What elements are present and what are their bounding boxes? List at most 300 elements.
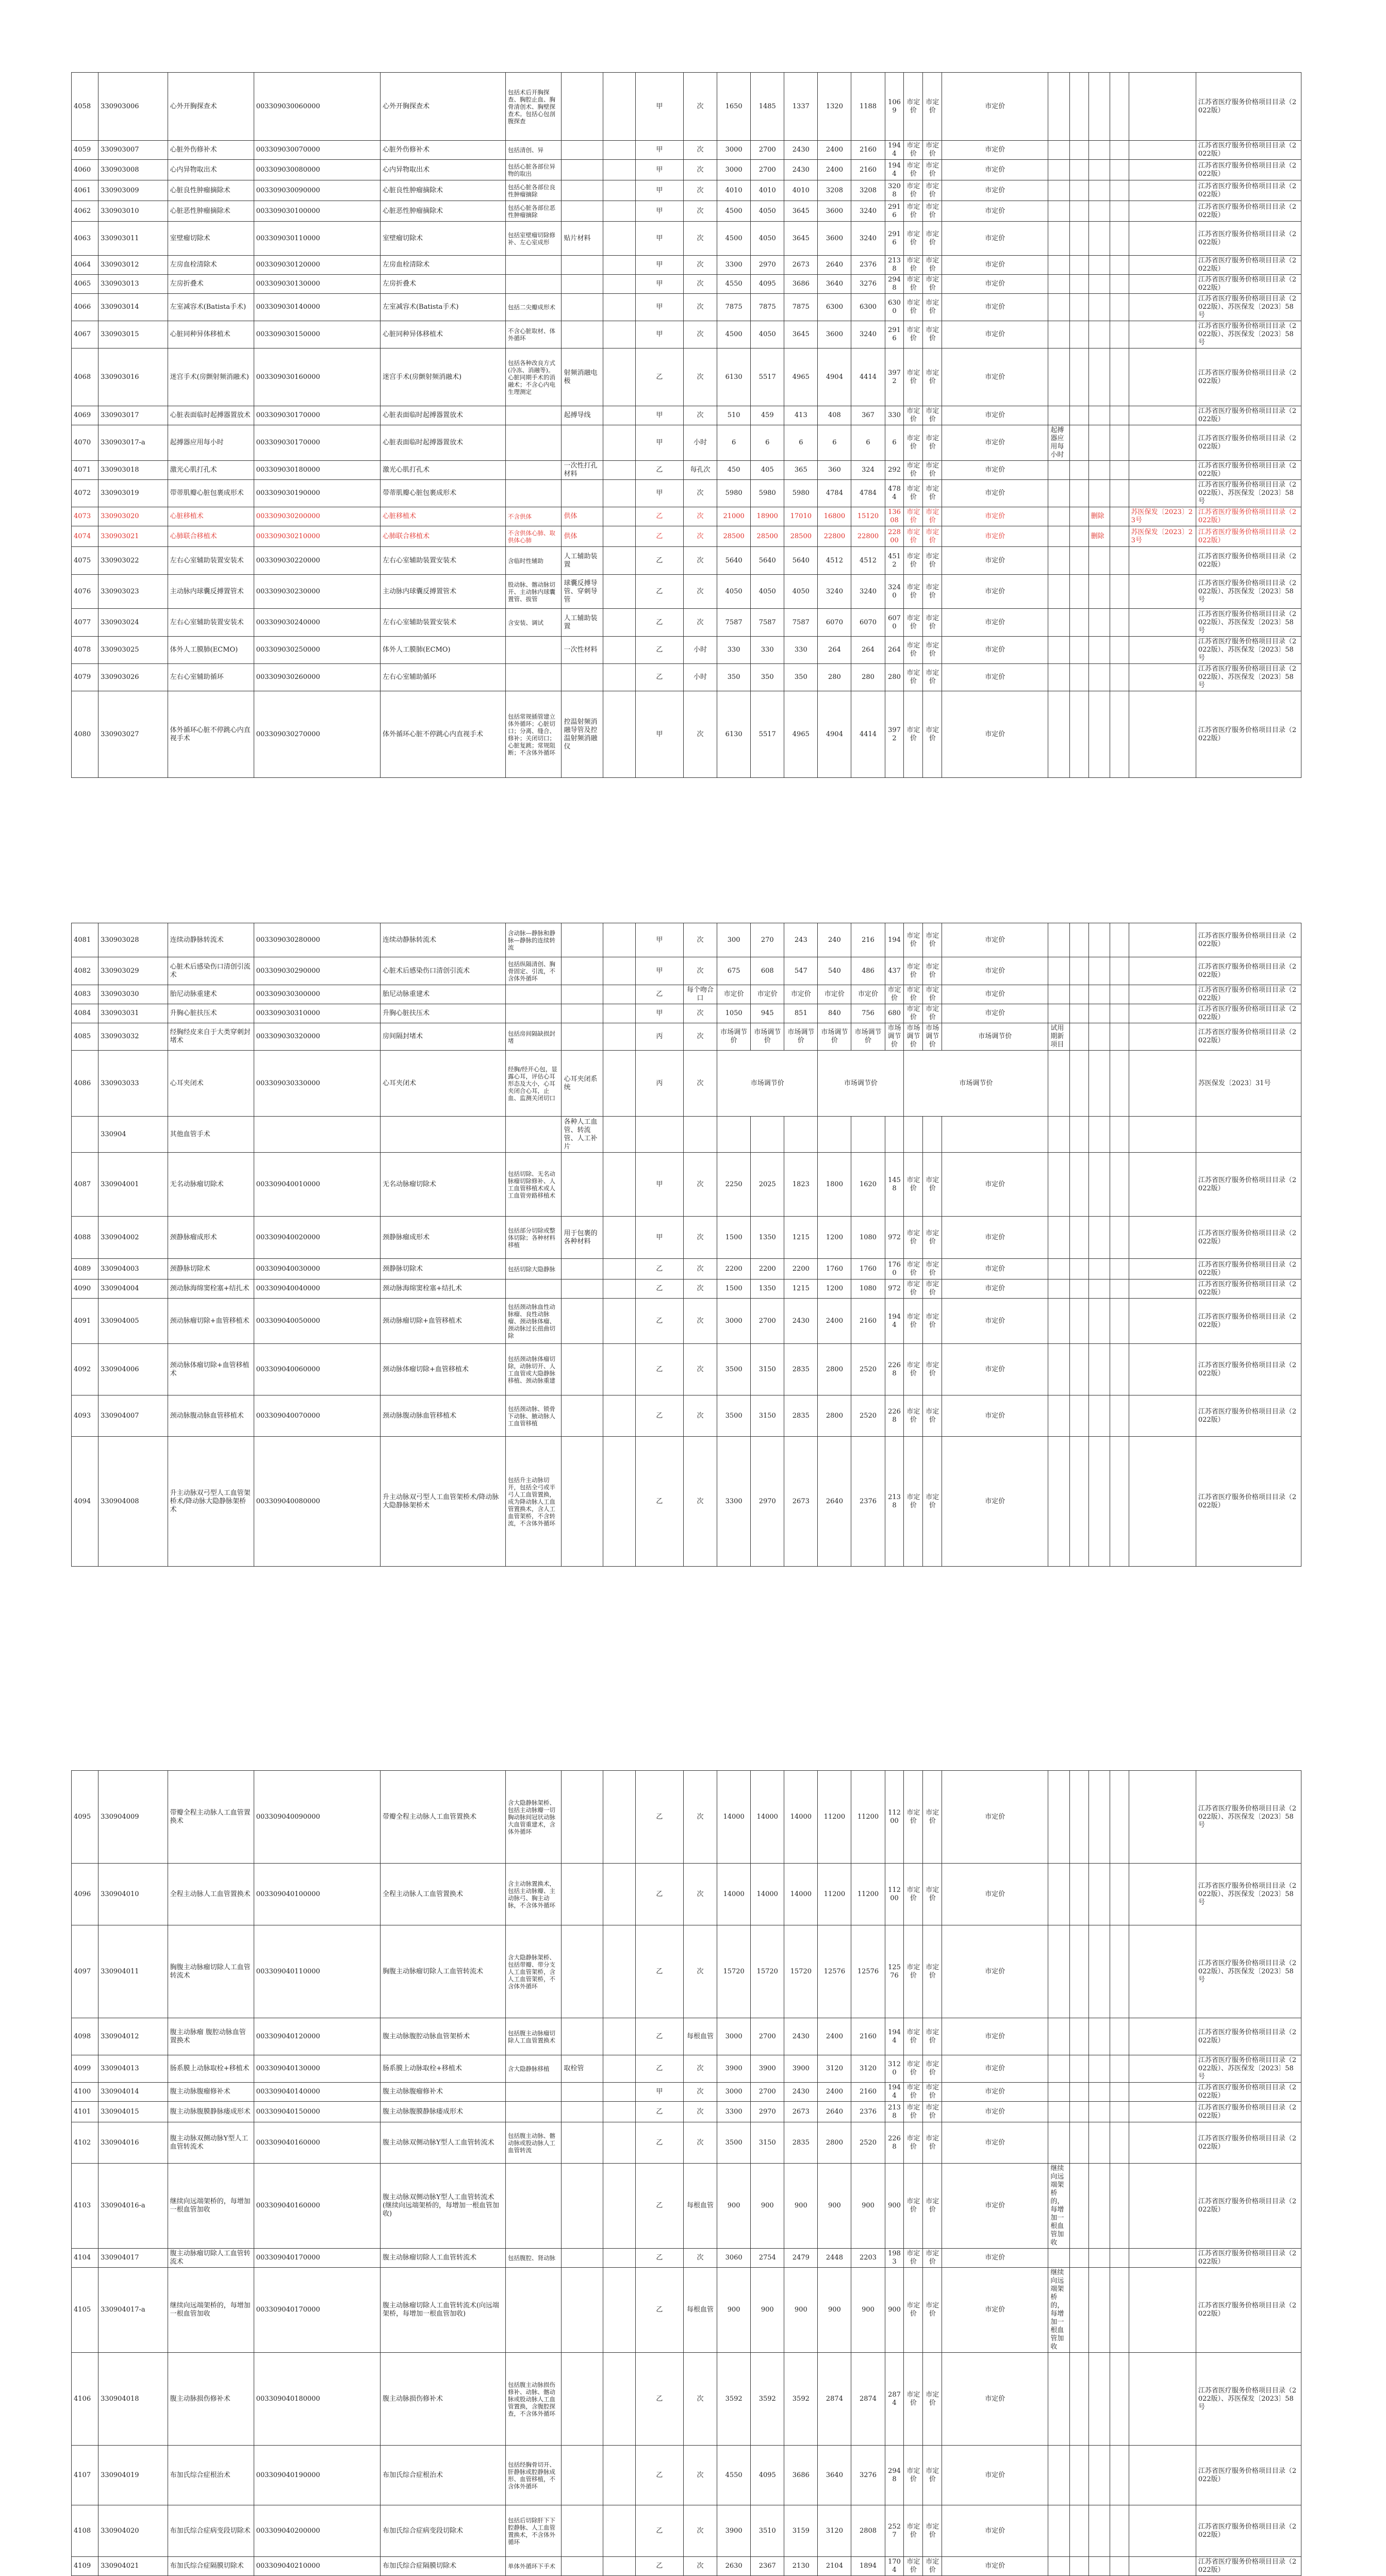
cell-n2: 市定价 [923, 1864, 942, 1925]
cell-cat: 甲 [635, 294, 683, 321]
cell-src: 江苏省医疗服务价格项目目录（2022版） [1196, 201, 1301, 222]
cell-p3: 3900 [784, 2055, 818, 2083]
cell-cat: 甲 [635, 73, 683, 141]
cell-code: 330904015 [98, 2102, 168, 2122]
cell-seq: 4108 [72, 2505, 98, 2557]
cell-r4 [1129, 180, 1196, 201]
cell-p5: 3240 [851, 575, 885, 609]
cell-ex [562, 1344, 603, 1395]
cell-fc: 003309040170000 [254, 2268, 380, 2353]
cell-desc [505, 2268, 562, 2353]
cell-unit: 次 [684, 691, 717, 778]
cell-p6: 1704 [885, 2557, 904, 2576]
cell-cat: 乙 [635, 2164, 683, 2249]
cell-code: 330903008 [98, 160, 168, 180]
cell-ex [562, 1437, 603, 1567]
cell-p1: 4550 [717, 275, 751, 294]
cell-n1: 市定价 [904, 2353, 923, 2446]
cell-p2: 4050 [751, 321, 784, 348]
table-row [72, 1344, 1301, 1395]
cell-desc-text: 包括部分切除或整体切除；各种材料移植 [507, 1226, 555, 1249]
cell-p6: 市场调节价 [885, 1023, 904, 1051]
cell-cat: 甲 [635, 256, 683, 275]
cell-src: 江苏省医疗服务价格项目目录（2022版）、苏医保发〔2023〕58号 [1196, 1925, 1301, 2018]
table-row [72, 1117, 1301, 1153]
cell-code: 330903031 [98, 1004, 168, 1023]
cell-p4: 1760 [818, 1259, 851, 1279]
cell-fname: 心内异物取出术 [380, 160, 505, 180]
cell-p5: 3240 [851, 201, 885, 222]
cell-desc-text: 不含供体 [507, 513, 532, 520]
cell-src: 江苏省医疗服务价格项目目录（2022版） [1196, 222, 1301, 256]
cell-n3: 市定价 [942, 664, 1048, 691]
cell-ex [562, 256, 603, 275]
cell-r1 [1069, 1437, 1088, 1567]
cell-p6: 264 [885, 637, 904, 664]
cell-fname: 颈静脉瘤成形术 [380, 1217, 505, 1259]
cell-p5: 15120 [851, 507, 885, 526]
cell-p3: 350 [784, 664, 818, 691]
cell-ex [562, 2505, 603, 2557]
cell-p1: 4500 [717, 222, 751, 256]
cell-fname: 激光心肌打孔术 [380, 461, 505, 480]
cell-p5: 756 [851, 1004, 885, 1023]
cell-n1: 市定价 [904, 2268, 923, 2353]
cell-p1: 3000 [717, 1299, 751, 1344]
cell-fname: 左右心室辅助装置安装术 [380, 547, 505, 575]
cell-r1 [1069, 507, 1088, 526]
cell-p3: 5980 [784, 480, 818, 507]
cell-r4 [1129, 2055, 1196, 2083]
cell-note [1048, 461, 1069, 480]
cell-desc-text: 包括术后开胸探查、胸腔止血、胸骨清创术、胸壁探查术。包括心包剖腹探查 [507, 88, 555, 125]
cell-p6: 1944 [885, 1299, 904, 1344]
cell-cat: 甲 [635, 321, 683, 348]
cell-p2: 945 [751, 1004, 784, 1023]
cell-seq: 4080 [72, 691, 98, 778]
cell-fc: 003309030190000 [254, 480, 380, 507]
cell-r4 [1129, 664, 1196, 691]
cell-n3: 市定价 [942, 406, 1048, 425]
cell-p6: 2916 [885, 222, 904, 256]
cell-r1 [1069, 985, 1088, 1004]
cell-desc [505, 73, 562, 141]
cell-r3 [1110, 957, 1129, 985]
table-row [72, 2164, 1301, 2249]
cell-p2: 15720 [751, 1925, 784, 2018]
cell-unit: 次 [684, 2446, 717, 2505]
cell-p3: 4050 [784, 575, 818, 609]
cell-fname: 布加氏综合症隔膜切除术 [380, 2557, 505, 2576]
cell-p6: 900 [885, 2268, 904, 2353]
cell-n1: 市定价 [904, 406, 923, 425]
table-row [72, 2353, 1301, 2446]
cell-unit: 次 [684, 575, 717, 609]
cell-cat: 乙 [635, 1771, 683, 1864]
cell-unit: 每根血管 [684, 2164, 717, 2249]
cell-n1: 市定价 [904, 180, 923, 201]
table-row [72, 2446, 1301, 2505]
cell-desc [505, 1279, 562, 1299]
cell-p3: 3686 [784, 2446, 818, 2505]
cell-desc [505, 2446, 562, 2505]
cell-p3: 2200 [784, 1259, 818, 1279]
cell-r4 [1129, 1217, 1196, 1259]
cell-p4: 360 [818, 461, 851, 480]
cell-blank [603, 2018, 635, 2055]
cell-code: 330904011 [98, 1925, 168, 2018]
cell-note [1048, 2446, 1069, 2505]
cell-code: 330904016 [98, 2122, 168, 2164]
cell-p4: 16800 [818, 507, 851, 526]
cell-code: 330904001 [98, 1153, 168, 1217]
cell-seq: 4077 [72, 609, 98, 637]
cell-seq: 4089 [72, 1259, 98, 1279]
cell-seq: 4081 [72, 923, 98, 957]
cell-p6: 437 [885, 957, 904, 985]
cell-n3: 市定价 [942, 348, 1048, 406]
cell-p6: 3240 [885, 575, 904, 609]
cell-n3: 市定价 [942, 141, 1048, 160]
cell-seq: 4105 [72, 2268, 98, 2353]
cell-p3: 1215 [784, 1217, 818, 1259]
cell-ex: 起搏导线 [562, 406, 603, 425]
cell-r4 [1129, 2018, 1196, 2055]
cell-n3: 市定价 [942, 957, 1048, 985]
cell-note [1048, 480, 1069, 507]
cell-name: 升主动脉双弓型人工血管架桥术/降动脉大隐静脉架桥术 [168, 1437, 254, 1567]
cell-note [1048, 1051, 1069, 1117]
cell-seq: 4073 [72, 507, 98, 526]
cell-p4: 2104 [818, 2557, 851, 2576]
cell-p2: 2700 [751, 2018, 784, 2055]
cell-fc: 003309040140000 [254, 2083, 380, 2102]
cell-src: 江苏省医疗服务价格项目目录（2022版） [1196, 2249, 1301, 2268]
cell-unit: 次 [684, 2122, 717, 2164]
cell-p5: 1188 [851, 73, 885, 141]
cell-r2: 删除 [1088, 526, 1110, 547]
cell-seq: 4086 [72, 1051, 98, 1117]
cell-note [1048, 1217, 1069, 1259]
cell-p6: 4512 [885, 547, 904, 575]
cell-fc: 003309040060000 [254, 1344, 380, 1395]
cell-p2: 3150 [751, 1344, 784, 1395]
cell-n2: 市定价 [923, 1437, 942, 1567]
table-row [72, 160, 1301, 180]
cell-desc-text: 包括腹腔、肾动脉 [507, 2254, 555, 2262]
cell-fname: 腹主动脉损伤修补术 [380, 2353, 505, 2446]
cell-desc [505, 461, 562, 480]
cell-note [1048, 348, 1069, 406]
cell-blank [603, 1771, 635, 1864]
cell-p4: 1800 [818, 1153, 851, 1217]
cell-fc: 003309040120000 [254, 2018, 380, 2055]
cell-unit: 次 [684, 256, 717, 275]
cell-seq: 4075 [72, 547, 98, 575]
cell-p6: 2138 [885, 1437, 904, 1567]
cell-fname: 颈动脉瘤切除+血管移植术 [380, 1299, 505, 1344]
cell-ex: 供体 [562, 526, 603, 547]
table-row [72, 222, 1301, 256]
cell-name: 布加氏综合症根治术 [168, 2446, 254, 2505]
cell-code: 330903015 [98, 321, 168, 348]
cell-n2: 市定价 [923, 2164, 942, 2249]
cell-r3 [1110, 547, 1129, 575]
cell-unit: 次 [684, 2557, 717, 2576]
cell-desc [505, 180, 562, 201]
cell-fname: 心脏术后感染伤口清创引流术 [380, 957, 505, 985]
cell-n1: 市定价 [904, 2102, 923, 2122]
table-row [72, 526, 1301, 547]
cell-p5: 4414 [851, 348, 885, 406]
cell-p2: 2970 [751, 256, 784, 275]
cell-p2 [751, 1117, 784, 1153]
cell-r4 [1129, 1395, 1196, 1437]
cell-p5: 264 [851, 637, 885, 664]
cell-p1: 900 [717, 2164, 751, 2249]
cell-n2: 市定价 [923, 1153, 942, 1217]
cell-p4: 2640 [818, 2102, 851, 2122]
cell-r4 [1129, 1117, 1196, 1153]
cell-desc [505, 575, 562, 609]
cell-n1: 市场调节价 [904, 1023, 923, 1051]
cell-p5: 280 [851, 664, 885, 691]
cell-desc-text: 包括颈动脉血性动脉瘤、良性动脉瘤、颈动脉体瘤、颈动脉过长扭曲切除 [507, 1303, 555, 1339]
cell-code: 330903033 [98, 1051, 168, 1117]
cell-r3 [1110, 1395, 1129, 1437]
cell-src: 江苏省医疗服务价格项目目录（2022版） [1196, 507, 1301, 526]
cell-p5: 367 [851, 406, 885, 425]
table-row [72, 609, 1301, 637]
cell-p4: 840 [818, 1004, 851, 1023]
cell-src: 江苏省医疗服务价格项目目录（2022版）、苏医保发〔2023〕58号 [1196, 2353, 1301, 2446]
cell-p6: 2138 [885, 2102, 904, 2122]
cell-r1 [1069, 160, 1088, 180]
cell-r3 [1110, 2557, 1129, 2576]
cell-p1: 1050 [717, 1004, 751, 1023]
cell-note [1048, 2055, 1069, 2083]
cell-name: 左右心室辅助装置安装术 [168, 547, 254, 575]
cell-p6: 1458 [885, 1153, 904, 1217]
cell-code: 330903006 [98, 73, 168, 141]
cell-n1: 市定价 [904, 321, 923, 348]
cell-cat: 甲 [635, 1217, 683, 1259]
cell-ex [562, 1004, 603, 1023]
cell-name: 布加氏综合症隔膜切除术 [168, 2557, 254, 2576]
cell-n3: 市定价 [942, 2122, 1048, 2164]
cell-desc [505, 1023, 562, 1051]
cell-r2 [1088, 1344, 1110, 1395]
cell-p3: 547 [784, 957, 818, 985]
cell-r2 [1088, 425, 1110, 461]
cell-n1: 市定价 [904, 141, 923, 160]
cell-n3: 市定价 [942, 2446, 1048, 2505]
cell-n1: 市定价 [904, 160, 923, 180]
cell-seq: 4104 [72, 2249, 98, 2268]
cell-name: 心耳夹闭术 [168, 1051, 254, 1117]
cell-note [1048, 73, 1069, 141]
cell-p1: 3000 [717, 141, 751, 160]
cell-desc [505, 664, 562, 691]
cell-code: 330904018 [98, 2353, 168, 2446]
cell-n1: 市定价 [904, 1925, 923, 2018]
cell-r1 [1069, 526, 1088, 547]
cell-desc [505, 2083, 562, 2102]
cell-n1: 市定价 [904, 201, 923, 222]
cell-code: 330904014 [98, 2083, 168, 2102]
cell-desc [505, 2122, 562, 2164]
cell-n2: 市定价 [923, 2055, 942, 2083]
cell-src: 江苏省医疗服务价格项目目录（2022版）、苏医保发〔2023〕58号 [1196, 321, 1301, 348]
cell-seq: 4093 [72, 1395, 98, 1437]
cell-n3: 市定价 [942, 222, 1048, 256]
cell-blank [603, 2505, 635, 2557]
cell-fname: 胸腹主动脉瘤切除人工血管转流术 [380, 1925, 505, 2018]
cell-blank [603, 180, 635, 201]
cell-desc [505, 1395, 562, 1437]
cell-n2: 市定价 [923, 141, 942, 160]
cell-desc-text: 包括心脏各部位恶性肿瘤摘除 [507, 204, 555, 219]
cell-code: 330904 [98, 1117, 168, 1153]
cell-ex: 取栓管 [562, 2055, 603, 2083]
cell-fc: 003309030120000 [254, 256, 380, 275]
cell-fc: 003309040040000 [254, 1279, 380, 1299]
cell-note [1048, 691, 1069, 778]
cell-r3 [1110, 1344, 1129, 1395]
cell-seq: 4103 [72, 2164, 98, 2249]
cell-r2 [1088, 2353, 1110, 2446]
cell-r2 [1088, 2164, 1110, 2249]
cell-n1: 市定价 [904, 2505, 923, 2557]
cell-code: 330904005 [98, 1299, 168, 1344]
cell-n2: 市定价 [923, 2446, 942, 2505]
cell-r2 [1088, 2446, 1110, 2505]
cell-p4: 3600 [818, 321, 851, 348]
table-row [72, 1217, 1301, 1259]
cell-src: 江苏省医疗服务价格项目目录（2022版） [1196, 2083, 1301, 2102]
cell-p2: 5517 [751, 348, 784, 406]
cell-n2: 市定价 [923, 180, 942, 201]
cell-cat: 甲 [635, 222, 683, 256]
cell-p6: 11200 [885, 1864, 904, 1925]
cell-p4: 2800 [818, 1344, 851, 1395]
cell-p5: 4512 [851, 547, 885, 575]
cell-cat: 乙 [635, 575, 683, 609]
cell-cat: 乙 [635, 637, 683, 664]
cell-p2: 3150 [751, 2122, 784, 2164]
cell-n1: 市定价 [904, 2249, 923, 2268]
cell-r3 [1110, 923, 1129, 957]
cell-note [1048, 923, 1069, 957]
cell-desc-text: 股动脉、髂动脉切开、主动脉内球囊置管、拔管 [507, 580, 555, 603]
cell-cat: 乙 [635, 547, 683, 575]
cell-desc [505, 1344, 562, 1395]
cell-p2: 7587 [751, 609, 784, 637]
cell-fc: 003309030310000 [254, 1004, 380, 1023]
cell-p1: 1500 [717, 1279, 751, 1299]
cell-desc-text: 经胸/经开心包，显露心耳，评估心耳形态及大小，心耳夹闭合心耳，止血、监测关闭切口 [507, 1065, 557, 1102]
cell-cat: 乙 [635, 2353, 683, 2446]
cell-blank [603, 275, 635, 294]
cell-desc [505, 2018, 562, 2055]
cell-p3: 330 [784, 637, 818, 664]
cell-r1 [1069, 691, 1088, 778]
cell-n2: 市定价 [923, 1279, 942, 1299]
cell-note: 继续向远端架桥的，每增加一根血管加收 [1048, 2164, 1069, 2249]
table-row [72, 1395, 1301, 1437]
cell-src: 江苏省医疗服务价格项目目录（2022版） [1196, 957, 1301, 985]
cell-p4: 2400 [818, 2018, 851, 2055]
cell-src: 江苏省医疗服务价格项目目录（2022版）、苏医保发〔2023〕58号 [1196, 1771, 1301, 1864]
cell-n3: 市定价 [942, 526, 1048, 547]
cell-p2: 2367 [751, 2557, 784, 2576]
cell-name: 心脏恶性肿瘤摘除术 [168, 201, 254, 222]
cell-fc: 003309030100000 [254, 201, 380, 222]
cell-r2 [1088, 256, 1110, 275]
cell-p5: 486 [851, 957, 885, 985]
cell-name: 腹主动脉瘤切除人工血管转流术 [168, 2249, 254, 2268]
table-row [72, 664, 1301, 691]
cell-blank [603, 1004, 635, 1023]
table-row [72, 547, 1301, 575]
cell-desc [505, 141, 562, 160]
cell-r3 [1110, 348, 1129, 406]
cell-note [1048, 1004, 1069, 1023]
cell-p3: 2835 [784, 2122, 818, 2164]
cell-r4 [1129, 425, 1196, 461]
cell-n2: 市定价 [923, 2505, 942, 2557]
cell-fname: 左室减容术(Batista手术) [380, 294, 505, 321]
cell-p1: 510 [717, 406, 751, 425]
cell-r2 [1088, 691, 1110, 778]
cell-note: 试用期新项目 [1048, 1023, 1069, 1051]
cell-n2: 市定价 [923, 985, 942, 1004]
cell-p1: 21000 [717, 507, 751, 526]
cell-r3 [1110, 2102, 1129, 2122]
cell-p1: 2250 [717, 1153, 751, 1217]
cell-p2: 5640 [751, 547, 784, 575]
cell-seq: 4069 [72, 406, 98, 425]
cell-r3 [1110, 2018, 1129, 2055]
cell-r2 [1088, 2122, 1110, 2164]
cell-p2: 330 [751, 637, 784, 664]
cell-fc: 003309030220000 [254, 547, 380, 575]
table-row [72, 321, 1301, 348]
cell-src: 江苏省医疗服务价格项目目录（2022版） [1196, 2102, 1301, 2122]
cell-desc-text: 含主动脉置换术，包括主动脉瓣、主动脉弓、胸主动脉，不含体外循环 [507, 1880, 555, 1909]
cell-fc: 003309030150000 [254, 321, 380, 348]
cell-desc [505, 425, 562, 461]
cell-r1 [1069, 1344, 1088, 1395]
cell-p2: 2700 [751, 1299, 784, 1344]
table-row [72, 1153, 1301, 1217]
cell-r1 [1069, 321, 1088, 348]
cell-r3 [1110, 2083, 1129, 2102]
cell-blank [603, 222, 635, 256]
cell-fc: 003309030320000 [254, 1023, 380, 1051]
cell-ex [562, 1771, 603, 1864]
cell-blank [603, 406, 635, 425]
cell-p6: 2268 [885, 1344, 904, 1395]
cell-n3: 市定价 [942, 985, 1048, 1004]
cell-p4: 3208 [818, 180, 851, 201]
cell-r4 [1129, 256, 1196, 275]
cell-r4 [1129, 2557, 1196, 2576]
cell-p5: 12576 [851, 1925, 885, 2018]
cell-p1: 3300 [717, 256, 751, 275]
cell-p2: 1485 [751, 73, 784, 141]
cell-p6 [885, 1117, 904, 1153]
